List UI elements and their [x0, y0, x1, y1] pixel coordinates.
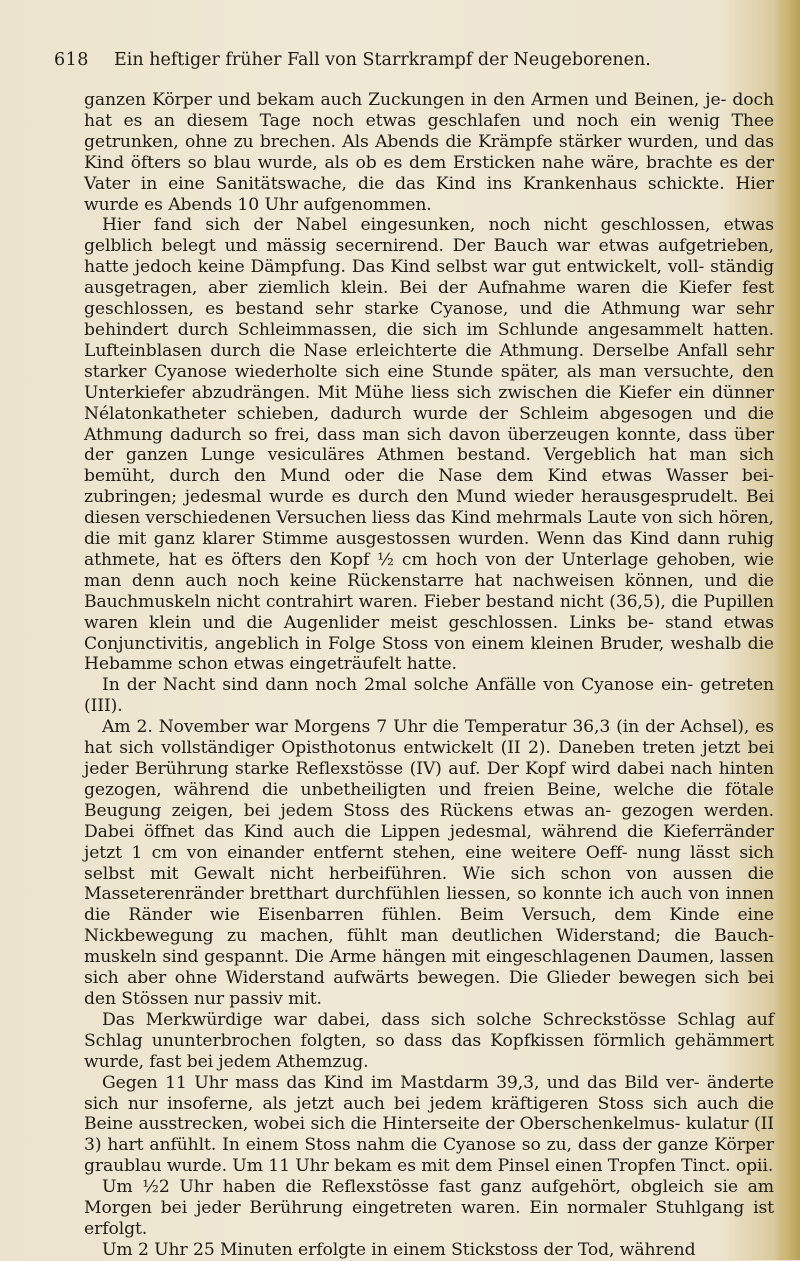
body-text — [84, 90, 774, 1261]
page-number: 618 — [54, 50, 89, 70]
paragraph: ganzen Körper und bekam auch Zuckungen in den Armen und Beinen, je- doch hat es an diesem Tage noch etwas geschlafen und noch ein wenig Thee getrunken, ohne zu brechen. Als Abends die Krämpfe stärker wurden, und das Kind öfters so blau wurde, als ob es dem Ersticken nahe wäre, brachte es der Vater in eine Sanitätswache, die das Kind ins Krankenhaus schickte. Hier wurde es Abends 10 Uhr aufgenommen. — [84, 90, 774, 215]
running-title: Ein heftiger früher Fall von Starrkrampf der Neugeborenen. — [114, 50, 651, 70]
page-edge — [774, 0, 800, 1260]
running-header — [54, 50, 754, 78]
paragraph: Um ½2 Uhr haben die Reflexstösse fast ganz aufgehört, obgleich sie am Morgen bei jeder Berührung eingetreten waren. Ein normaler Stuhlgang ist erfolgt. — [84, 1177, 774, 1239]
paragraph: Um 2 Uhr 25 Minuten erfolgte in einem Stickstoss der Tod, während — [102, 1239, 696, 1260]
paragraph: Am 2. November war Morgens 7 Uhr die Temperatur 36,3 (in der Achsel), es hat sich vollständiger Opisthotonus entwickelt (II 2). Daneben treten jetzt bei jeder Berührung starke Reflexstösse (IV) auf. Der Kopf wird dabei nach hinten gezogen, während die unbetheiligten und freien Beine, welche die fötale Beugung zeigen, bei jedem Stoss des Rückens etwas an- gezogen werden. Dabei öffnet das Kind auch die Lippen jedesmal, während die Kieferränder jetzt 1 cm von einander entfernt stehen, eine weitere Oeff- nung lässt sich selbst mit Gewalt nicht herbeiführen. Wie sich schon von aussen die Masseterenränder bretthart durchfühlen liessen, so konnte ich auch von innen die Ränder wie Eisenbarren fühlen. Beim Versuch, dem Kinde eine Nickbewegung zu machen, fühlt man deutlichen Widerstand; die Bauch- muskeln sind gespannt. Die Arme hängen mit eingeschlagenen Daumen, lassen sich aber ohne Widerstand aufwärts bewegen. Die Glieder bewegen sich bei den Stössen nur passiv mit. — [84, 717, 774, 1009]
paragraph: Das Merkwürdige war dabei, dass sich solche Schreckstösse Schlag auf Schlag ununterbrochen folgten, so dass das Kopfkissen förmlich gehämmert wurde, fast bei jedem Athemzug. — [84, 1009, 774, 1072]
paragraph: Gegen 11 Uhr mass das Kind im Mastdarm 39,3, und das Bild ver- änderte sich nur insoferne, als jetzt auch bei jedem kräftigeren Stoss sich auch die Beine ausstrecken, wobei sich die Hinterseite der Oberschenkelmus- kulatur (II 3) hart anfühlt. In einem Stoss nahm die Cyanose so zu, dass der ganze Körper graublau wurde. Um 11 Uhr bekam es mit dem Pinsel einen Tropfen Tinct. opii. — [84, 1072, 774, 1177]
paragraph: In der Nacht sind dann noch 2mal solche Anfälle von Cyanose ein- getreten (III). — [84, 675, 774, 717]
paragraph: Hier fand sich der Nabel eingesunken, noch nicht geschlossen, etwas gelblich belegt und mässig secernirend. Der Bauch war etwas aufgetrieben, hatte jedoch keine Dämpfung. Das Kind selbst war gut entwickelt, voll- ständig ausgetragen, aber ziemlich klein. Bei der Aufnahme waren die Kiefer fest geschlossen, es bestand sehr starke Cyanose, und die Athmung war sehr behindert durch Schleimmassen, die sich im Schlunde angesammelt hatten. Lufteinblasen durch die Nase erleichterte die Athmung. Derselbe Anfall sehr starker Cyanose wiederholte sich eine Stunde später, als man versuchte, den Unterkiefer abzudrängen. Mit Mühe liess sich zwischen die Kiefer ein dünner Nélatonkatheter schieben, dadurch wurde der Schleim abgesogen und die Athmung dadurch so frei, dass man sich davon überzeugen konnte, dass über der ganzen Lunge vesiculäres Athmen bestand. Vergeblich hat man sich bemüht, durch den Mund oder die Nase dem Kind etwas Wasser bei- zubringen; jedesmal wurde es durch den Mund wieder herausgesprudelt. Bei diesen verschiedenen Versuchen liess das Kind mehrmals Laute von sich hören, die mit ganz klarer Stimme ausgestossen wurden. Wenn das Kind dann ruhig athmete, hat es öfters den Kopf ½ cm hoch von der Unterlage gehoben, wie man denn auch noch keine Rückenstarre hat nachweisen können, und die Bauchmuskeln nicht contrahirt waren. Fieber bestand nicht (36,5), die Pupillen waren klein und die Augenlider meist geschlossen. Links be- stand etwas Conjunctivitis, angeblich in Folge Stoss von einem kleinen Bruder, weshalb die Hebamme schon etwas eingeträufelt hatte. — [84, 215, 774, 675]
